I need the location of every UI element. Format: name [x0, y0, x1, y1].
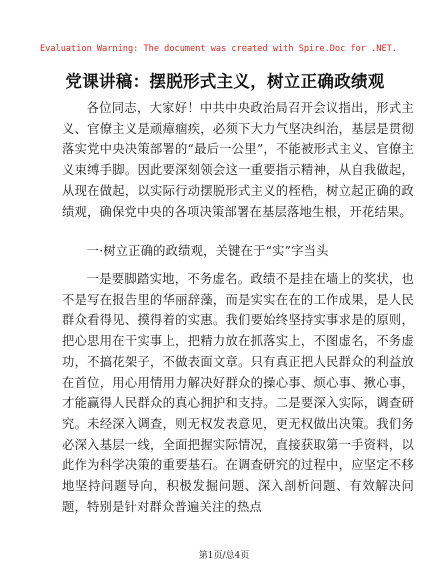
page-footer: 第1页/总4页 [198, 551, 250, 561]
section-heading [62, 241, 414, 262]
paragraph-body [62, 269, 414, 517]
document-title: 党课讲稿：摆脱形式主义，树立正确政绩观 [65, 72, 385, 91]
section-heading-text: 一·树立正确的政绩观，关键在于“实”字当头 [86, 244, 329, 258]
evaluation-warning: Evaluation Warning: The document was created with Spire.Doc for .NET. [40, 44, 397, 54]
paragraph-intro [62, 98, 414, 222]
paragraph-text: 一是要脚踏实地，不务虚名。政绩不是挂在墙上的奖状，也不是写在报告里的华丽辞藻，而是实实在在的工作成果，是人民群众看得见、摸得着的实惠。我们要始终坚持实事求是的原则，把心思用在干实事上，把精力放在抓落实上，不图虚名，不务虚功，不搞花架子，不做表面文章。只有真正把人民群众的利益放在首位，用心用情用力解决好群众的操心事、烦心事、揪心事，才能赢得人民群众的真心拥护和支持。二是要深入实际，调查研究。未经深入调查，则无权发表意见，更无权做出决策。我们务必深入基层一线，全面把握实际情况，直接获取第一手资料，以此作为科学决策的重要基石。在调查研究的过程中，应坚定不移地坚持问题导向，积极发掘问题、深入剖析问题、有效解决问题，特别是针对群众普遍关注的热点 [62, 272, 414, 514]
paragraph-text: 各位同志，大家好！中共中央政治局召开会议指出，形式主义、官僚主义是顽瘴痼疾，必须下大力气坚决纠治，基层是贯彻落实党中央决策部署的“最后一公里”，不能被形式主义、官僚主义束缚手脚。因此要深刻领会这一重要指示精神，从自我做起，从现在做起，以实际行动摆脱形式主义的桎梏，树立起正确的政绩观，确保党中央的各项决策部署在基层落地生根，开花结果。 [62, 101, 414, 219]
